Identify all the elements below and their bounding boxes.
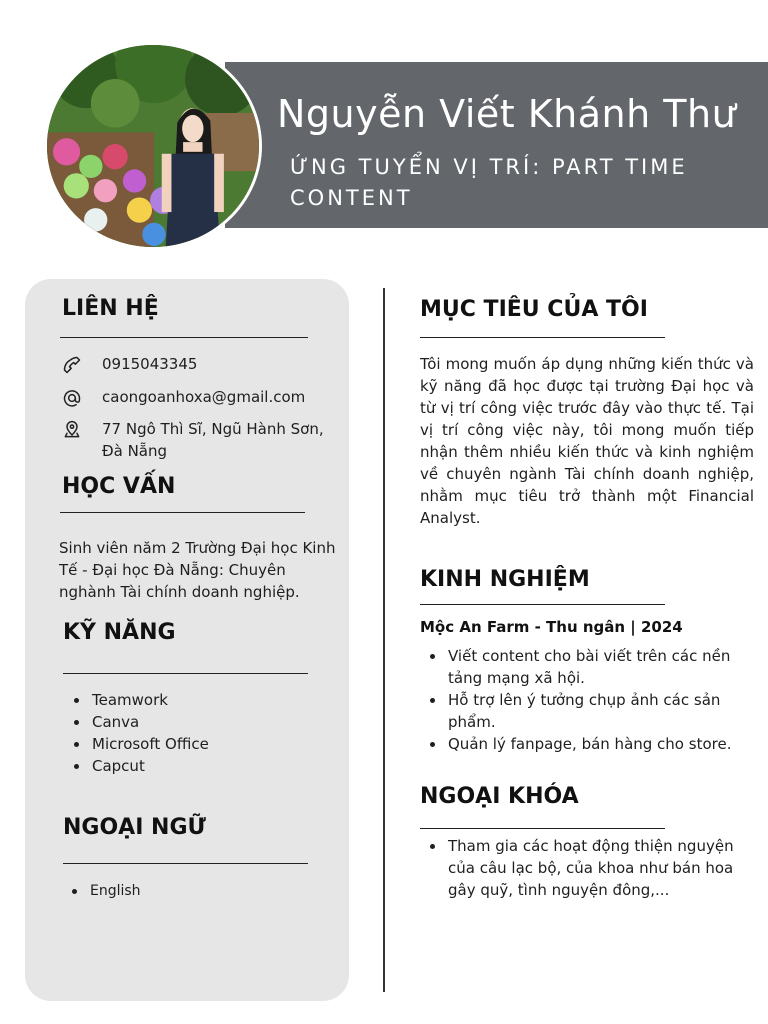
experience-item: Viết content cho bài viết trên các nền tảng mạng xã hội. <box>420 645 750 689</box>
applied-position: ỨNG TUYỂN VỊ TRÍ: PART TIME CONTENT <box>290 155 688 210</box>
skills-title: KỸ NĂNG <box>63 620 176 645</box>
experience-job-title: Mộc An Farm - Thu ngân | 2024 <box>420 618 683 636</box>
objective-title: MỤC TIÊU CỦA TÔI <box>420 297 648 322</box>
skills-list <box>64 689 324 777</box>
extracurricular-item: Tham gia các hoạt động thiện nguyện của câu lạc bộ, của khoa như bán hoa gây quỹ, tình nguyện đông,... <box>420 835 750 901</box>
skills-title-rule <box>63 673 308 674</box>
languages-title-rule <box>63 863 308 864</box>
experience-item: Hỗ trợ lên ý tưởng chụp ảnh các sản phẩm. <box>420 689 750 733</box>
education-text: Sinh viên năm 2 Trường Đại học Kinh Tế - Đại học Đà Nẵng: Chuyên nghành Tài chính doanh nghiệp. <box>59 539 336 601</box>
profile-photo <box>44 42 262 250</box>
languages-title: NGOẠI NGỮ <box>63 815 206 840</box>
education-title-rule <box>60 512 305 513</box>
experience-title-rule <box>420 604 665 605</box>
contact-address-row <box>60 418 350 462</box>
languages-list <box>62 880 322 902</box>
phone-icon <box>60 353 84 377</box>
skill-item: Capcut <box>64 755 324 777</box>
skill-item: Canva <box>64 711 324 733</box>
email-address[interactable]: caongoanhoxa@gmail.com <box>102 388 306 406</box>
education-title: HỌC VẤN <box>62 474 176 499</box>
objective-title-rule <box>420 337 665 338</box>
extracurricular-title: NGOẠI KHÓA <box>420 784 579 809</box>
experience-item: Quản lý fanpage, bán hàng cho store. <box>420 733 750 755</box>
skill-item: Microsoft Office <box>64 733 324 755</box>
skill-item: Teamwork <box>64 689 324 711</box>
location-pin-icon <box>60 418 84 442</box>
language-item: English <box>62 880 322 902</box>
candidate-name: Nguyễn Viết Khánh Thư <box>277 92 737 136</box>
extracurricular-list <box>420 835 750 901</box>
experience-list <box>420 645 750 755</box>
objective-text: Tôi mong muốn áp dụng những kiến thức và kỹ năng đã học được tại trường Đại học và từ vị trí công việc trước đây vào thực tế. Tại vị trí công việc này, tôi mong muốn tiếp nhận thêm nhiều kiến thức và kinh nghiệm về chuyên ngành Tài chính doanh nghiệp, nhằm mục tiêu trở thành một Financial Analyst. <box>420 355 754 527</box>
experience-title: KINH NGHIỆM <box>420 567 590 592</box>
contact-phone-row <box>60 353 197 377</box>
phone-number[interactable]: 0915043345 <box>102 355 198 373</box>
home-address: 77 Ngô Thì Sĩ, Ngũ Hành Sơn, Đà Nẵng <box>102 420 324 460</box>
extracurricular-title-rule <box>420 828 665 829</box>
column-divider <box>383 288 385 992</box>
contact-title-rule <box>60 337 308 338</box>
contact-email-row <box>60 386 305 410</box>
at-sign-icon <box>60 386 84 410</box>
contact-title: LIÊN HỆ <box>62 296 159 321</box>
